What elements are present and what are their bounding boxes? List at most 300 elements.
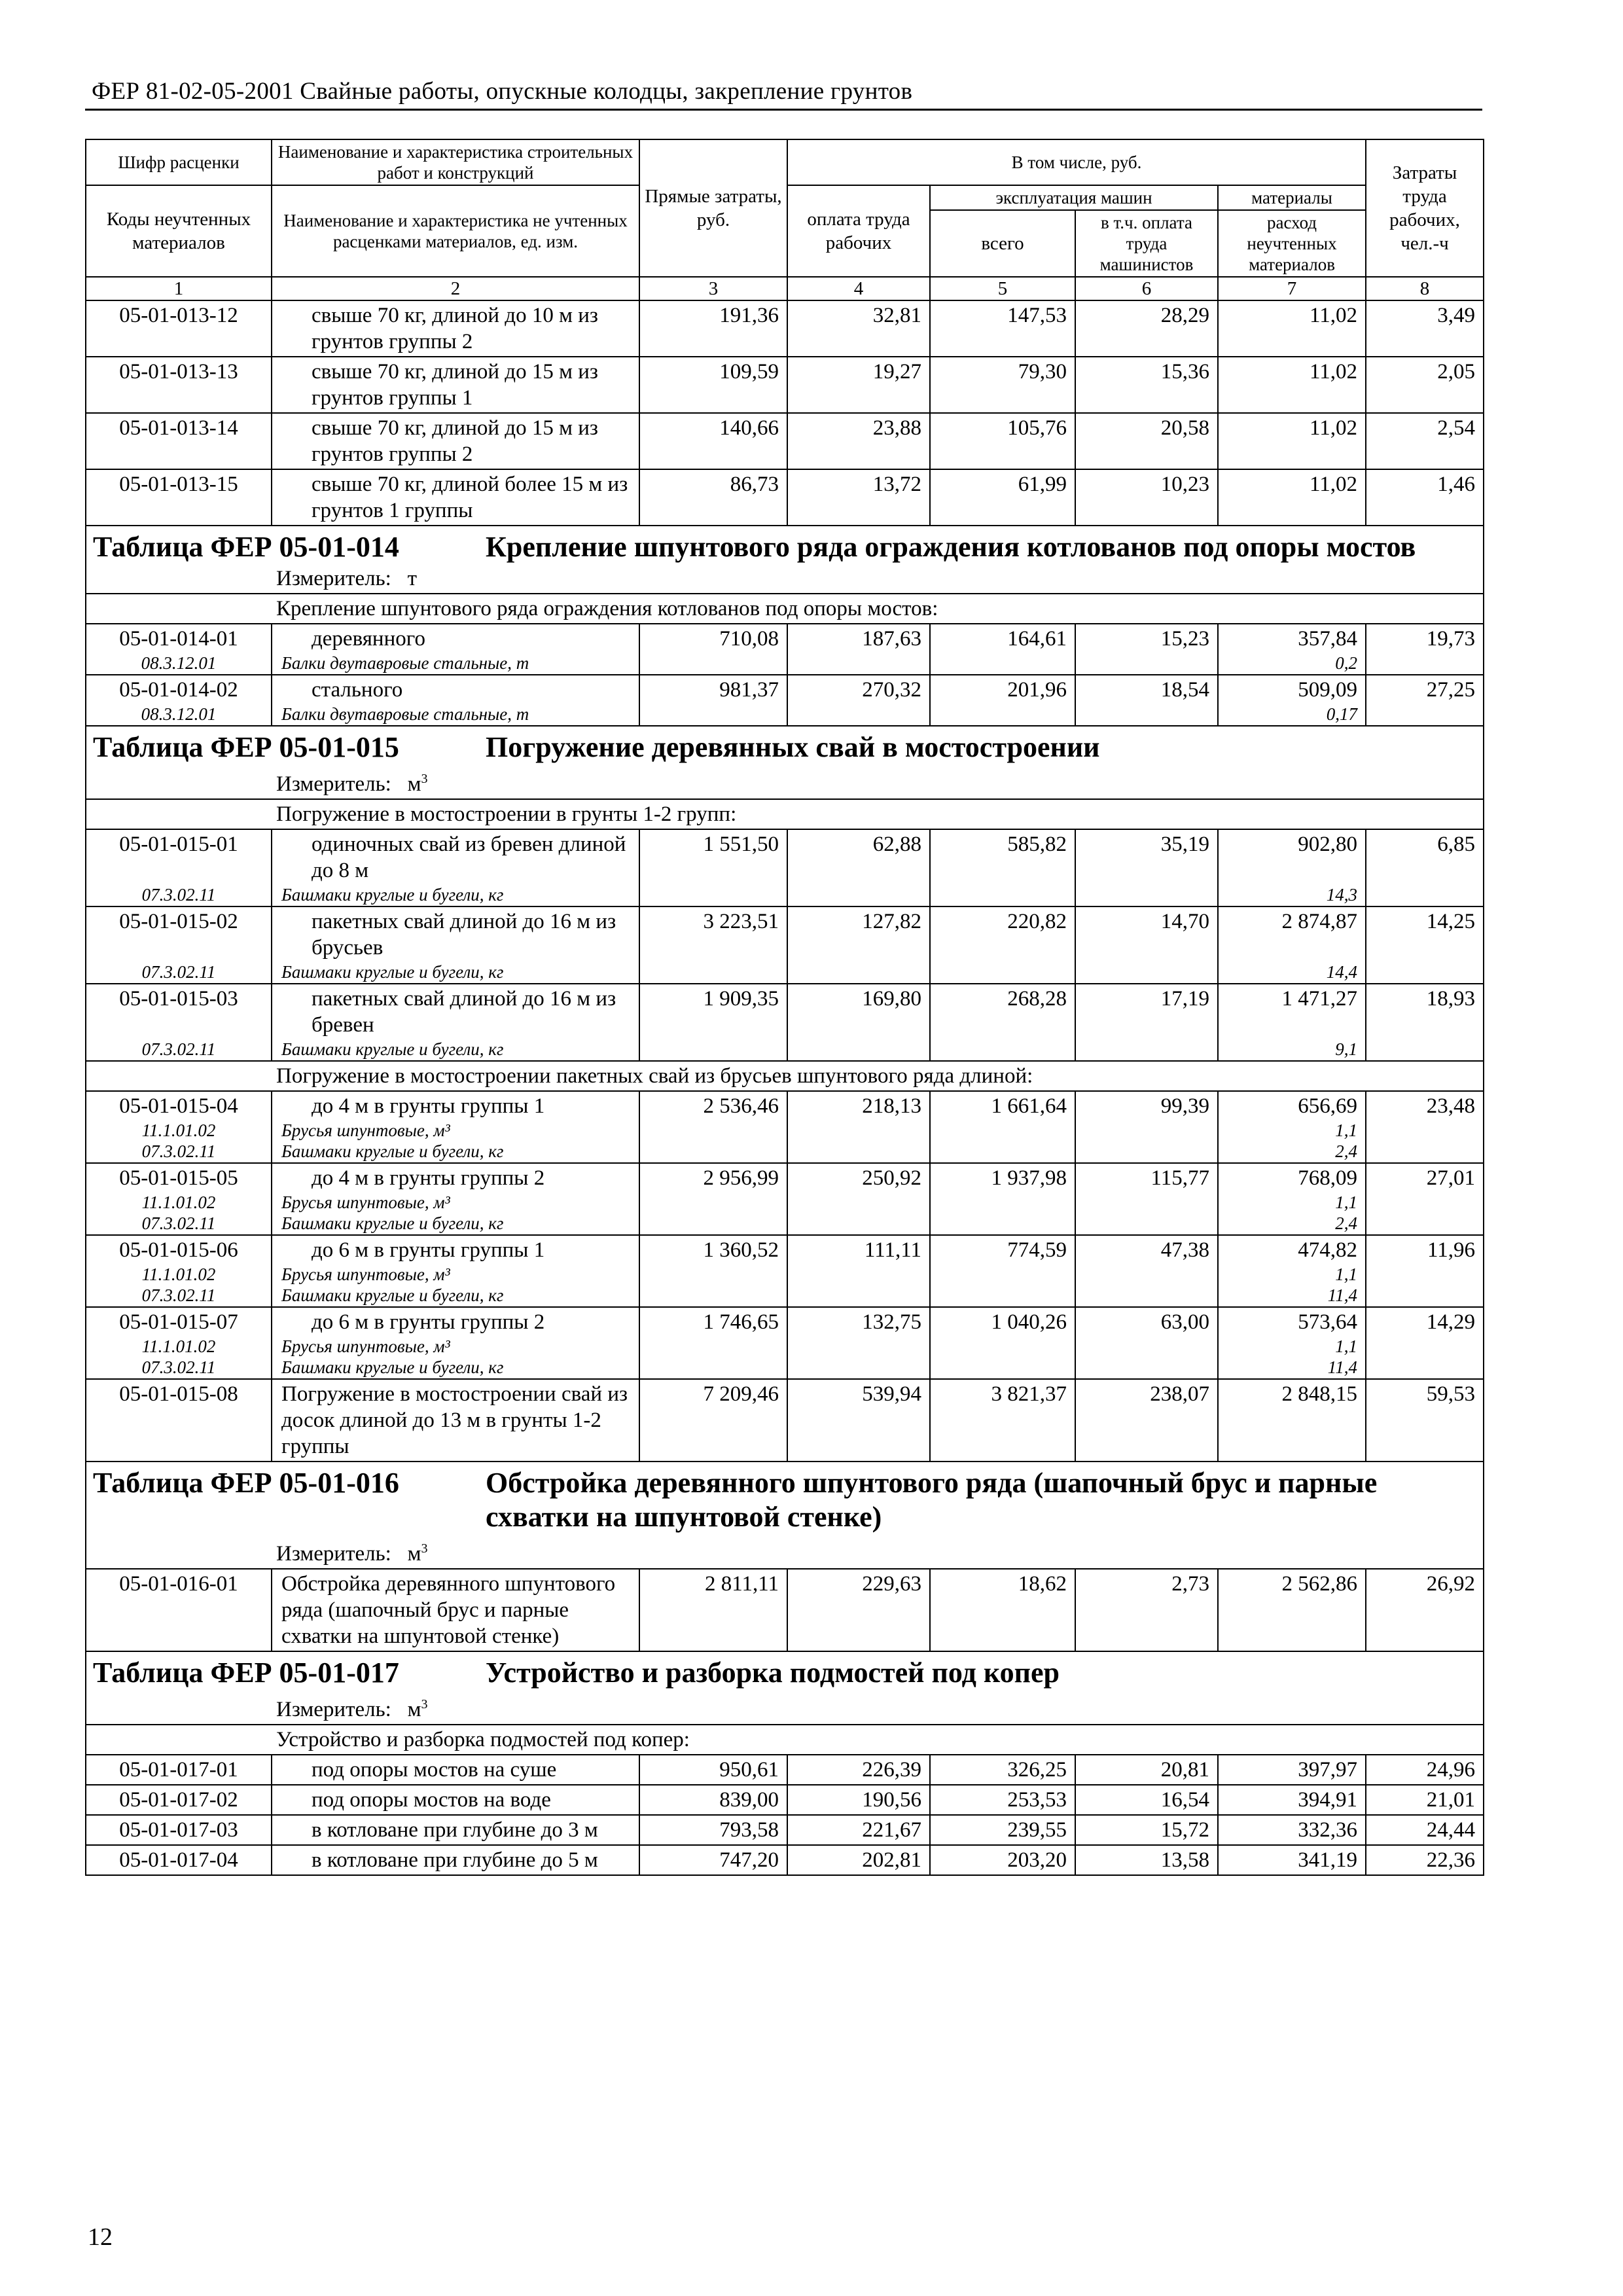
rate-code: 05-01-015-07 (86, 1307, 272, 1336)
rate-name: до 6 м в грунты группы 1 (272, 1235, 639, 1265)
rate-code: 05-01-014-01 (86, 624, 272, 653)
col-machines-total-header: всего (930, 210, 1075, 277)
unaccounted-material-row (86, 1121, 1484, 1141)
machines-cost: 79,30 (930, 357, 1075, 413)
unaccounted-material-row (86, 1336, 1484, 1357)
machinist-wages: 15,36 (1075, 357, 1218, 413)
empty-cell (639, 1141, 787, 1163)
empty-cell (930, 962, 1075, 984)
empty-cell (787, 1039, 930, 1061)
col-machines-header: эксплуатация машин (930, 185, 1218, 210)
table-code: Таблица ФЕР 05-01-016 (93, 1467, 399, 1499)
table-row (86, 829, 1484, 885)
empty-cell (1075, 1265, 1218, 1285)
empty-cell (787, 1285, 930, 1307)
rate-code: 05-01-015-04 (86, 1091, 272, 1121)
empty-cell (1366, 704, 1484, 726)
machinist-wages: 15,23 (1075, 624, 1218, 653)
material-name: Башмаки круглые и бугели, кг (272, 885, 639, 906)
empty-cell (639, 885, 787, 906)
machinist-wages: 20,58 (1075, 413, 1218, 469)
wages-cost: 250,92 (787, 1163, 930, 1193)
labor-hours: 27,25 (1366, 675, 1484, 704)
materials-cost: 341,19 (1218, 1845, 1366, 1875)
table-row (86, 1755, 1484, 1785)
empty-cell (930, 1285, 1075, 1307)
labor-hours: 22,36 (1366, 1845, 1484, 1875)
material-qty: 2,4 (1218, 1141, 1366, 1163)
material-code: 07.3.02.11 (86, 1213, 272, 1235)
rate-name: до 4 м в грунты группы 1 (272, 1091, 639, 1121)
rate-code: 05-01-015-01 (86, 829, 272, 885)
wages-cost: 62,88 (787, 829, 930, 885)
machinist-wages: 28,29 (1075, 300, 1218, 357)
col-wages-header: оплата труда рабочих (787, 185, 930, 277)
empty-cell (930, 1121, 1075, 1141)
empty-cell (787, 704, 930, 726)
wages-cost: 190,56 (787, 1785, 930, 1815)
material-code: 08.3.12.01 (86, 704, 272, 726)
rate-code: 05-01-013-13 (86, 357, 272, 413)
measure-unit-exponent: 3 (421, 772, 428, 786)
materials-cost: 394,91 (1218, 1785, 1366, 1815)
empty-cell (1366, 1336, 1484, 1357)
rate-code: 05-01-015-05 (86, 1163, 272, 1193)
material-name: Брусья шпунтовые, м³ (272, 1193, 639, 1213)
measure-unit-exponent: 3 (421, 1541, 428, 1556)
empty-cell (639, 1285, 787, 1307)
table-row (86, 1307, 1484, 1336)
machines-cost: 1 661,64 (930, 1091, 1075, 1121)
machinist-wages: 99,39 (1075, 1091, 1218, 1121)
empty-cell (787, 1121, 930, 1141)
col-materials-header: материалы (1218, 185, 1366, 210)
col-labor-header: Затраты труда рабочих, чел.-ч (1366, 139, 1484, 277)
rate-name: стального (272, 675, 639, 704)
table-code: Таблица ФЕР 05-01-014 (93, 531, 399, 563)
machines-cost: 201,96 (930, 675, 1075, 704)
measure-unit: м (407, 772, 421, 796)
materials-cost: 397,97 (1218, 1755, 1366, 1785)
rate-code: 05-01-015-02 (86, 906, 272, 962)
material-qty: 1,1 (1218, 1336, 1366, 1357)
unaccounted-material-row (86, 1357, 1484, 1379)
direct-cost: 191,36 (639, 300, 787, 357)
rate-name: пакетных свай длиной до 16 м из брусьев (272, 906, 639, 962)
direct-cost: 2 536,46 (639, 1091, 787, 1121)
labor-hours: 18,93 (1366, 984, 1484, 1039)
rate-name: под опоры мостов на воде (272, 1785, 639, 1815)
unaccounted-material-row (86, 704, 1484, 726)
measure-row (86, 565, 1484, 594)
measure-cell (86, 1691, 1484, 1725)
labor-hours: 2,54 (1366, 413, 1484, 469)
table-title (93, 530, 1476, 564)
column-number: 3 (639, 277, 787, 300)
table-row (86, 906, 1484, 962)
group-heading-row (86, 1061, 1484, 1091)
materials-cost: 509,09 (1218, 675, 1366, 704)
rate-code: 05-01-015-03 (86, 984, 272, 1039)
rate-code: 05-01-013-12 (86, 300, 272, 357)
empty-cell (930, 1193, 1075, 1213)
direct-cost: 1 746,65 (639, 1307, 787, 1336)
column-number: 6 (1075, 277, 1218, 300)
rate-name: до 6 м в грунты группы 2 (272, 1307, 639, 1336)
group-heading-row (86, 799, 1484, 829)
labor-hours: 24,44 (1366, 1815, 1484, 1845)
empty-cell (639, 1193, 787, 1213)
table-row (86, 1235, 1484, 1265)
rate-name: свыше 70 кг, длиной до 15 м из грунтов группы 1 (272, 357, 639, 413)
table-title (93, 1656, 1476, 1690)
empty-cell (1075, 962, 1218, 984)
group-heading: Погружение в мостостроении пакетных свай из брусьев шпунтового ряда длиной: (86, 1061, 1484, 1091)
col-name-unacc-header: Наименование и характеристика не учтенных расценками материалов, ед. изм. (272, 185, 639, 277)
measure-cell (86, 1535, 1484, 1569)
machinist-wages: 2,73 (1075, 1569, 1218, 1651)
table-name: Погружение деревянных свай в мостостроении (486, 731, 1100, 763)
material-qty: 1,1 (1218, 1265, 1366, 1285)
column-number: 4 (787, 277, 930, 300)
wages-cost: 169,80 (787, 984, 930, 1039)
table-title (93, 1466, 1476, 1534)
wages-cost: 13,72 (787, 469, 930, 526)
rate-code: 05-01-017-02 (86, 1785, 272, 1815)
empty-cell (1075, 1121, 1218, 1141)
empty-cell (787, 653, 930, 675)
material-name: Башмаки круглые и бугели, кг (272, 1213, 639, 1235)
empty-cell (930, 704, 1075, 726)
machines-cost: 164,61 (930, 624, 1075, 653)
material-qty: 2,4 (1218, 1213, 1366, 1235)
measure-unit: т (407, 567, 418, 590)
empty-cell (639, 962, 787, 984)
direct-cost: 1 360,52 (639, 1235, 787, 1265)
empty-cell (930, 1213, 1075, 1235)
empty-cell (787, 1213, 930, 1235)
wages-cost: 187,63 (787, 624, 930, 653)
empty-cell (1075, 1285, 1218, 1307)
empty-cell (1366, 1357, 1484, 1379)
empty-cell (639, 1265, 787, 1285)
empty-cell (1075, 1039, 1218, 1061)
wages-cost: 539,94 (787, 1379, 930, 1462)
table-row (86, 357, 1484, 413)
table-code: Таблица ФЕР 05-01-017 (93, 1657, 399, 1689)
material-name: Башмаки круглые и бугели, кг (272, 962, 639, 984)
direct-cost: 86,73 (639, 469, 787, 526)
material-name: Балки двутавровые стальные, т (272, 653, 639, 675)
direct-cost: 1 909,35 (639, 984, 787, 1039)
empty-cell (930, 885, 1075, 906)
machines-cost: 61,99 (930, 469, 1075, 526)
empty-cell (1075, 704, 1218, 726)
wages-cost: 218,13 (787, 1091, 930, 1121)
empty-cell (787, 1336, 930, 1357)
direct-cost: 2 811,11 (639, 1569, 787, 1651)
price-table (85, 139, 1484, 1876)
empty-cell (1366, 962, 1484, 984)
materials-cost: 768,09 (1218, 1163, 1366, 1193)
machinist-wages: 115,77 (1075, 1163, 1218, 1193)
machines-cost: 147,53 (930, 300, 1075, 357)
rate-code: 05-01-017-03 (86, 1815, 272, 1845)
material-name: Башмаки круглые и бугели, кг (272, 1357, 639, 1379)
direct-cost: 7 209,46 (639, 1379, 787, 1462)
empty-cell (1366, 885, 1484, 906)
labor-hours: 21,01 (1366, 1785, 1484, 1815)
materials-cost: 11,02 (1218, 413, 1366, 469)
machines-cost: 585,82 (930, 829, 1075, 885)
materials-cost: 2 874,87 (1218, 906, 1366, 962)
rate-name: свыше 70 кг, длиной до 15 м из грунтов группы 2 (272, 413, 639, 469)
col-materials-unacc-header: расход неучтенных материалов (1218, 210, 1366, 277)
wages-cost: 202,81 (787, 1845, 930, 1875)
materials-cost: 656,69 (1218, 1091, 1366, 1121)
table-017-title (86, 1651, 1484, 1691)
column-number: 7 (1218, 277, 1366, 300)
table-row (86, 300, 1484, 357)
rate-name: одиночных свай из бревен длиной до 8 м (272, 829, 639, 885)
labor-hours: 27,01 (1366, 1163, 1484, 1193)
table-014-title (86, 526, 1484, 565)
labor-hours: 3,49 (1366, 300, 1484, 357)
group-heading: Крепление шпунтового ряда ограждения котлованов под опоры мостов: (86, 594, 1484, 624)
empty-cell (1366, 1039, 1484, 1061)
empty-cell (639, 1121, 787, 1141)
table-row (86, 1379, 1484, 1462)
materials-cost: 1 471,27 (1218, 984, 1366, 1039)
empty-cell (787, 1357, 930, 1379)
machinist-wages: 18,54 (1075, 675, 1218, 704)
rate-code: 05-01-013-15 (86, 469, 272, 526)
empty-cell (1075, 1357, 1218, 1379)
col-code-header: Шифр расценки (86, 139, 272, 185)
empty-cell (1075, 1336, 1218, 1357)
wages-cost: 229,63 (787, 1569, 930, 1651)
empty-cell (639, 653, 787, 675)
unaccounted-material-row (86, 1141, 1484, 1163)
table-row (86, 1845, 1484, 1875)
table-code: Таблица ФЕР 05-01-015 (93, 731, 399, 763)
rate-name: до 4 м в грунты группы 2 (272, 1163, 639, 1193)
materials-cost: 11,02 (1218, 300, 1366, 357)
table-016-title (86, 1462, 1484, 1535)
table-row (86, 1569, 1484, 1651)
table-row (86, 1163, 1484, 1193)
machinist-wages: 14,70 (1075, 906, 1218, 962)
machinist-wages: 13,58 (1075, 1845, 1218, 1875)
materials-cost: 11,02 (1218, 469, 1366, 526)
material-code: 11.1.01.02 (86, 1193, 272, 1213)
rate-code: 05-01-015-06 (86, 1235, 272, 1265)
empty-cell (930, 1265, 1075, 1285)
empty-cell (639, 704, 787, 726)
rate-name: под опоры мостов на суше (272, 1755, 639, 1785)
empty-cell (930, 1336, 1075, 1357)
empty-cell (1366, 1193, 1484, 1213)
rate-name: свыше 70 кг, длиной до 10 м из грунтов группы 2 (272, 300, 639, 357)
group-heading-row (86, 594, 1484, 624)
machines-cost: 239,55 (930, 1815, 1075, 1845)
machines-cost: 105,76 (930, 413, 1075, 469)
empty-cell (1366, 1141, 1484, 1163)
table-name: Обстройка деревянного шпунтового ряда (шапочный брус и парные схватки на шпунтовой стенке) (486, 1467, 1378, 1533)
col-direct-header: Прямые затраты, руб. (639, 139, 787, 277)
col-name-header: Наименование и характеристика строительных работ и конструкций (272, 139, 639, 185)
column-number: 1 (86, 277, 272, 300)
direct-cost: 140,66 (639, 413, 787, 469)
table-row (86, 624, 1484, 653)
measure-unit-exponent: 3 (421, 1697, 428, 1712)
measure-unit: м (407, 1698, 421, 1721)
material-code: 08.3.12.01 (86, 653, 272, 675)
header-row-1 (86, 139, 1484, 185)
unaccounted-material-row (86, 1193, 1484, 1213)
machinist-wages: 20,81 (1075, 1755, 1218, 1785)
material-qty: 11,4 (1218, 1285, 1366, 1307)
labor-hours: 2,05 (1366, 357, 1484, 413)
empty-cell (930, 1141, 1075, 1163)
material-name: Брусья шпунтовые, м³ (272, 1265, 639, 1285)
machinist-wages: 16,54 (1075, 1785, 1218, 1815)
rate-name: Обстройка деревянного шпунтового ряда (шапочный брус и парные схватки на шпунтовой стенке) (272, 1569, 639, 1651)
measure-row (86, 1535, 1484, 1569)
empty-cell (1075, 1193, 1218, 1213)
column-numbers-row (86, 277, 1484, 300)
wages-cost: 111,11 (787, 1235, 930, 1265)
material-name: Брусья шпунтовые, м³ (272, 1336, 639, 1357)
materials-cost: 357,84 (1218, 624, 1366, 653)
unaccounted-material-row (86, 885, 1484, 906)
col-incl-header: В том числе, руб. (787, 139, 1366, 185)
wages-cost: 132,75 (787, 1307, 930, 1336)
empty-cell (639, 1357, 787, 1379)
labor-hours: 19,73 (1366, 624, 1484, 653)
table-row (86, 413, 1484, 469)
page-number: 12 (88, 2223, 113, 2251)
machinist-wages: 17,19 (1075, 984, 1218, 1039)
rate-name: в котловане при глубине до 3 м (272, 1815, 639, 1845)
rate-name: пакетных свай длиной до 16 м из бревен (272, 984, 639, 1039)
wages-cost: 226,39 (787, 1755, 930, 1785)
empty-cell (1366, 653, 1484, 675)
wages-cost: 127,82 (787, 906, 930, 962)
direct-cost: 747,20 (639, 1845, 787, 1875)
machinist-wages: 15,72 (1075, 1815, 1218, 1845)
wages-cost: 270,32 (787, 675, 930, 704)
machines-cost: 1 937,98 (930, 1163, 1075, 1193)
material-qty: 1,1 (1218, 1193, 1366, 1213)
table-title-cell (86, 1651, 1484, 1691)
machines-cost: 268,28 (930, 984, 1075, 1039)
measure-row (86, 1691, 1484, 1725)
rate-code: 05-01-016-01 (86, 1569, 272, 1651)
machines-cost: 326,25 (930, 1755, 1075, 1785)
material-qty: 14,4 (1218, 962, 1366, 984)
group-heading: Устройство и разборка подмостей под копер: (86, 1725, 1484, 1755)
empty-cell (787, 885, 930, 906)
machines-cost: 253,53 (930, 1785, 1075, 1815)
table-name: Крепление шпунтового ряда ограждения котлованов под опоры мостов (486, 531, 1416, 563)
unaccounted-material-row (86, 653, 1484, 675)
direct-cost: 2 956,99 (639, 1163, 787, 1193)
materials-cost: 2 848,15 (1218, 1379, 1366, 1462)
column-number: 5 (930, 277, 1075, 300)
labor-hours: 6,85 (1366, 829, 1484, 885)
direct-cost: 1 551,50 (639, 829, 787, 885)
empty-cell (1366, 1121, 1484, 1141)
measure-label: Измеритель: (276, 567, 391, 590)
material-name: Брусья шпунтовые, м³ (272, 1121, 639, 1141)
material-code: 11.1.01.02 (86, 1121, 272, 1141)
table-row (86, 984, 1484, 1039)
table-row (86, 1815, 1484, 1845)
direct-cost: 839,00 (639, 1785, 787, 1815)
empty-cell (787, 1141, 930, 1163)
empty-cell (1366, 1285, 1484, 1307)
measure-cell (86, 766, 1484, 799)
group-heading: Погружение в мостостроении в грунты 1-2 групп: (86, 799, 1484, 829)
rate-code: 05-01-017-01 (86, 1755, 272, 1785)
empty-cell (787, 1265, 930, 1285)
materials-cost: 332,36 (1218, 1815, 1366, 1845)
col-machines-wages-header: в т.ч. оплата труда машинистов (1075, 210, 1218, 277)
rate-name: свыше 70 кг, длиной более 15 м из грунтов 1 группы (272, 469, 639, 526)
material-code: 11.1.01.02 (86, 1336, 272, 1357)
material-qty: 0,2 (1218, 653, 1366, 675)
unaccounted-material-row (86, 1039, 1484, 1061)
empty-cell (1366, 1265, 1484, 1285)
rate-name: Погружение в мостостроении свай из досок длиной до 13 м в грунты 1-2 группы (272, 1379, 639, 1462)
labor-hours: 14,29 (1366, 1307, 1484, 1336)
rate-name: деревянного (272, 624, 639, 653)
machines-cost: 203,20 (930, 1845, 1075, 1875)
machinist-wages: 35,19 (1075, 829, 1218, 885)
unaccounted-material-row (86, 1265, 1484, 1285)
unaccounted-material-row (86, 1213, 1484, 1235)
labor-hours: 14,25 (1366, 906, 1484, 962)
empty-cell (1075, 1141, 1218, 1163)
material-code: 07.3.02.11 (86, 1285, 272, 1307)
direct-cost: 981,37 (639, 675, 787, 704)
material-name: Башмаки круглые и бугели, кг (272, 1285, 639, 1307)
group-heading-row (86, 1725, 1484, 1755)
labor-hours: 1,46 (1366, 469, 1484, 526)
wages-cost: 32,81 (787, 300, 930, 357)
table-row (86, 1785, 1484, 1815)
empty-cell (787, 962, 930, 984)
material-code: 07.3.02.11 (86, 1357, 272, 1379)
empty-cell (1366, 1213, 1484, 1235)
material-qty: 14,3 (1218, 885, 1366, 906)
labor-hours: 24,96 (1366, 1755, 1484, 1785)
table-row (86, 469, 1484, 526)
measure-cell (86, 565, 1484, 594)
material-code: 07.3.02.11 (86, 1141, 272, 1163)
rate-code: 05-01-014-02 (86, 675, 272, 704)
direct-cost: 710,08 (639, 624, 787, 653)
material-name: Башмаки круглые и бугели, кг (272, 1039, 639, 1061)
rate-code: 05-01-015-08 (86, 1379, 272, 1462)
direct-cost: 109,59 (639, 357, 787, 413)
materials-cost: 2 562,86 (1218, 1569, 1366, 1651)
direct-cost: 3 223,51 (639, 906, 787, 962)
empty-cell (639, 1039, 787, 1061)
materials-cost: 573,64 (1218, 1307, 1366, 1336)
labor-hours: 26,92 (1366, 1569, 1484, 1651)
